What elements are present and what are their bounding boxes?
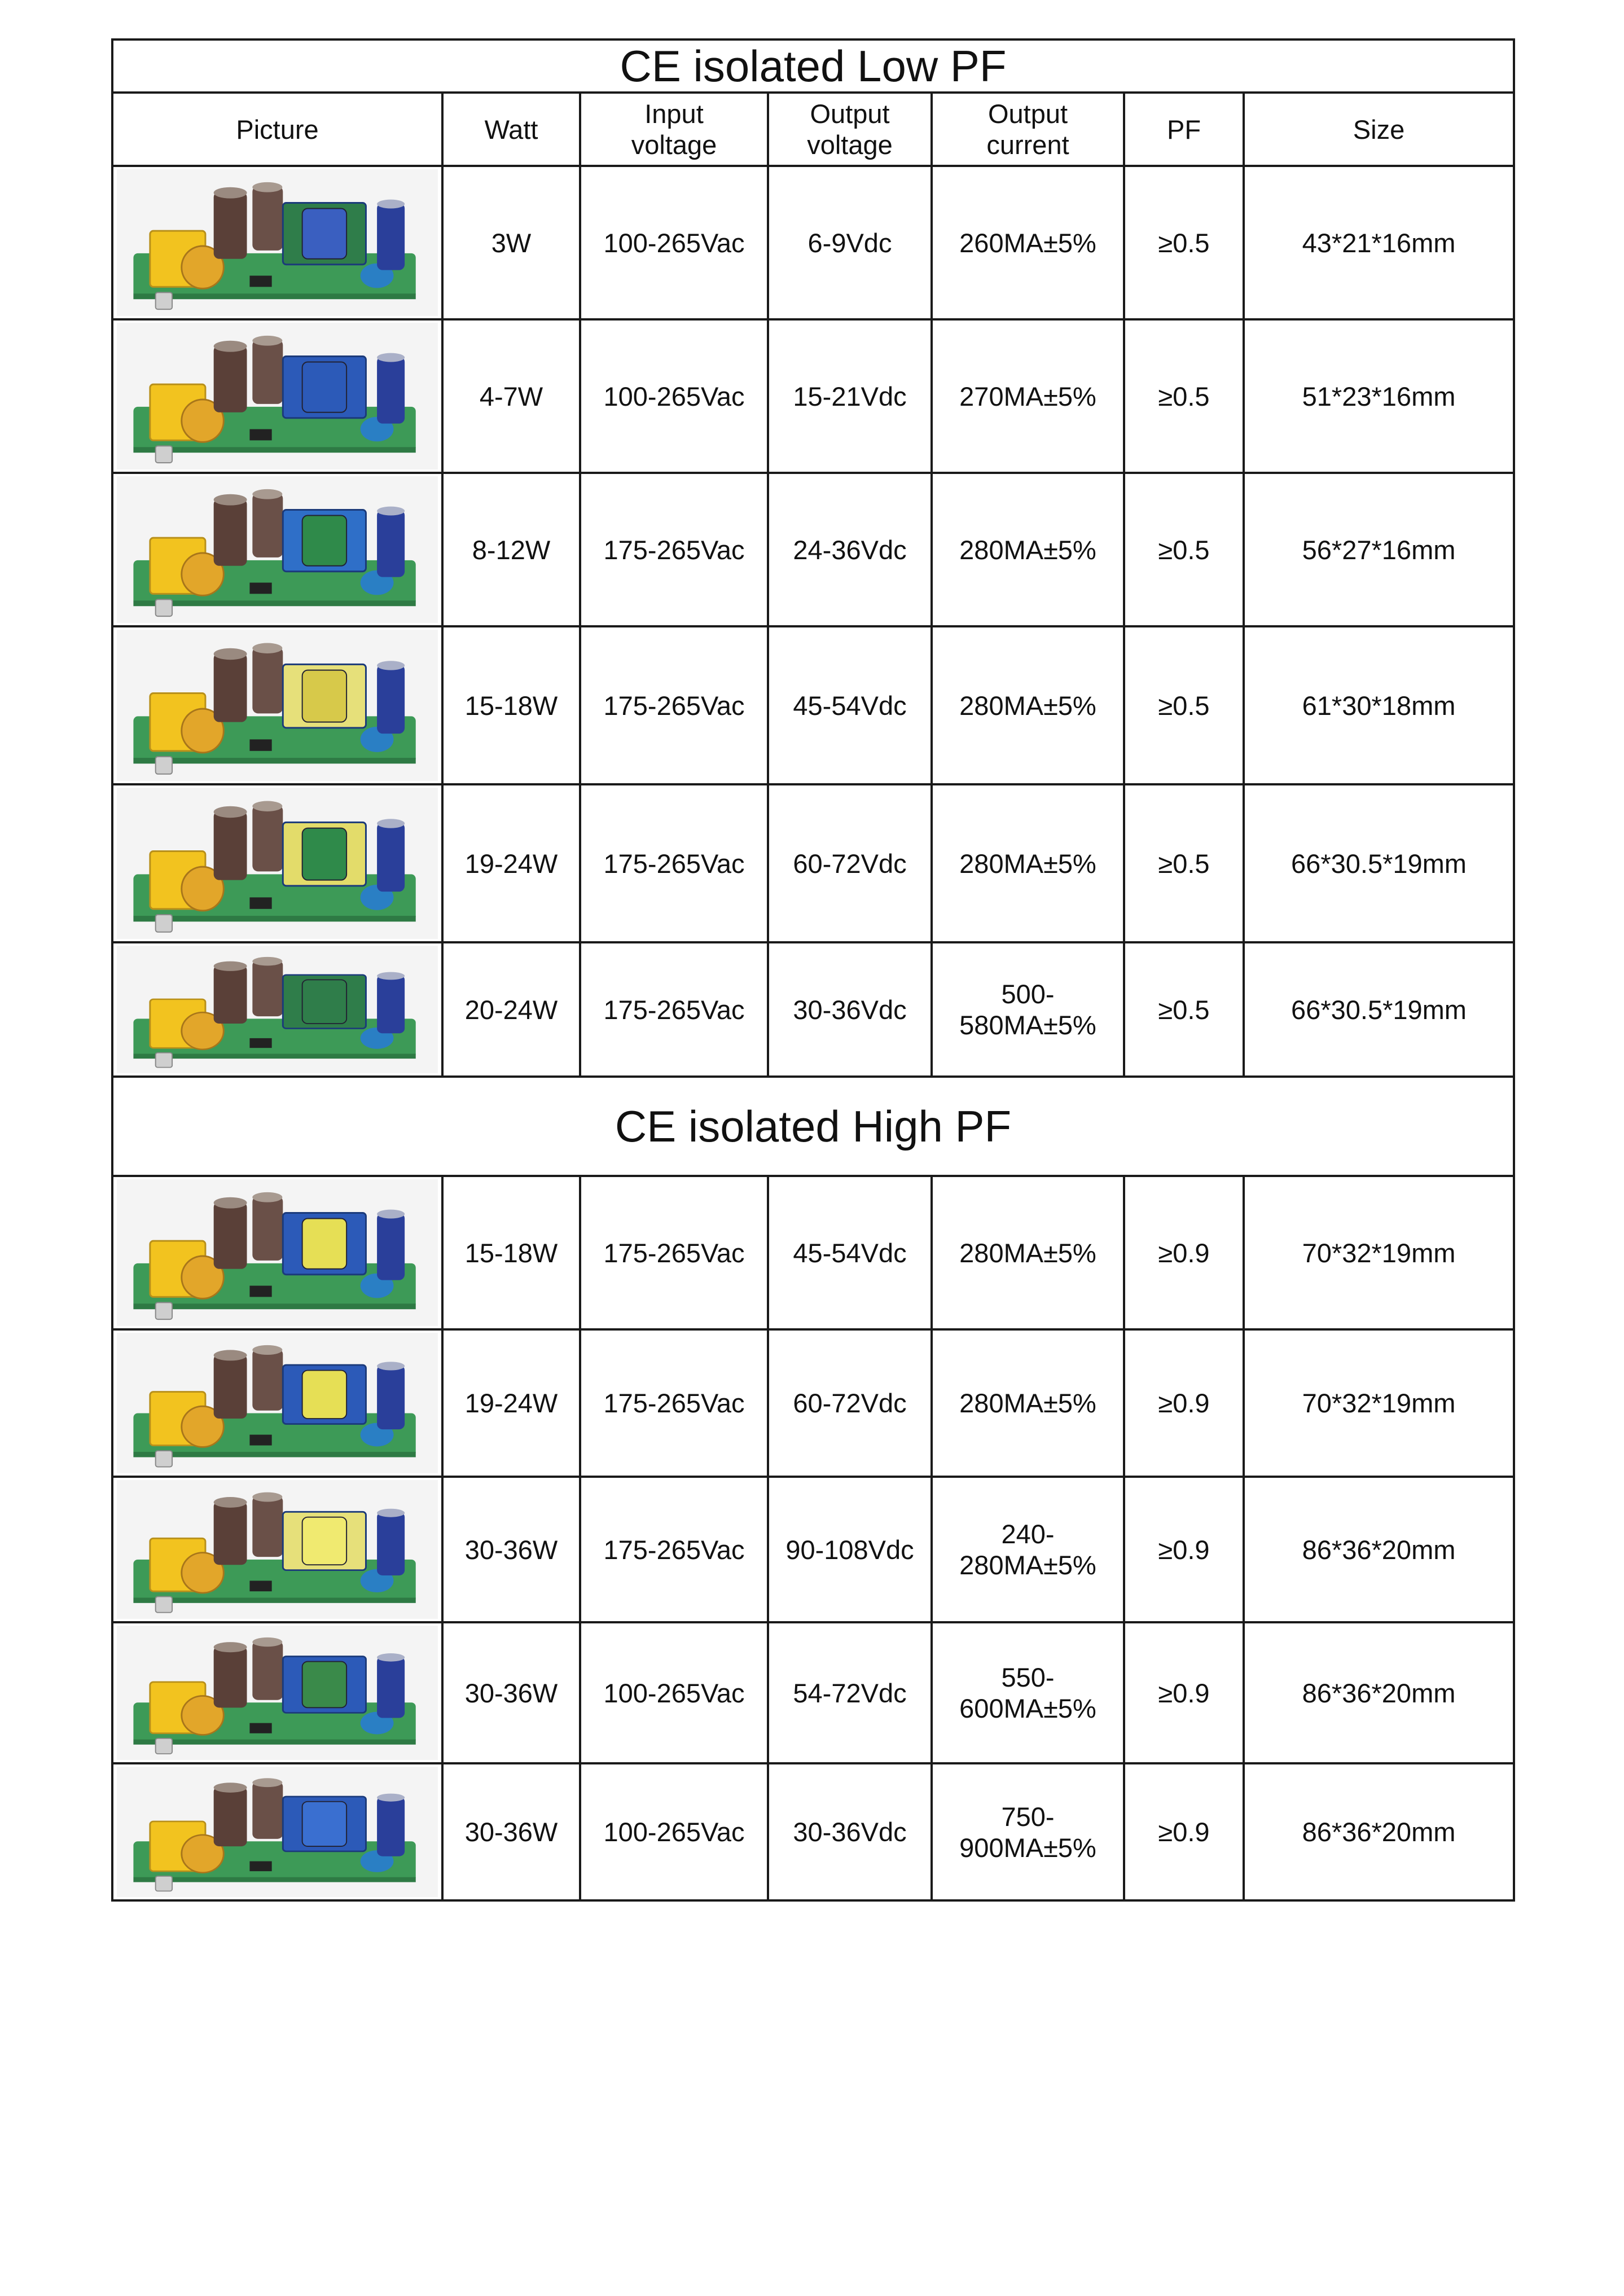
pf-cell: ≥0.9 — [1124, 1622, 1244, 1763]
current-cell: 550- 600MA±5% — [932, 1622, 1124, 1763]
picture-cell — [112, 166, 442, 319]
output-v-cell: 60-72Vdc — [768, 784, 932, 942]
column-header-picture: Picture — [112, 93, 442, 166]
output-v-cell: 30-36Vdc — [768, 1763, 932, 1900]
current-cell: 260MA±5% — [932, 166, 1124, 319]
pf-cell: ≥0.5 — [1124, 626, 1244, 784]
input-cell: 175-265Vac — [580, 473, 768, 626]
current-cell: 280MA±5% — [932, 473, 1124, 626]
column-header-watt: Watt — [442, 93, 580, 166]
current-cell: 270MA±5% — [932, 319, 1124, 473]
input-cell: 100-265Vac — [580, 319, 768, 473]
driver-board-photo — [117, 1480, 438, 1619]
table-row — [112, 319, 1514, 473]
table-row — [112, 942, 1514, 1077]
output-v-cell: 30-36Vdc — [768, 942, 932, 1077]
column-header-input: Input voltage — [580, 93, 768, 166]
size-cell: 51*23*16mm — [1244, 319, 1514, 473]
size-cell: 70*32*19mm — [1244, 1329, 1514, 1477]
table-row — [112, 1329, 1514, 1477]
driver-board-photo — [117, 1767, 438, 1897]
table-row — [112, 1477, 1514, 1622]
input-cell: 175-265Vac — [580, 1176, 768, 1329]
input-cell: 100-265Vac — [580, 1763, 768, 1900]
pf-cell: ≥0.5 — [1124, 473, 1244, 626]
output-v-cell: 60-72Vdc — [768, 1329, 932, 1477]
watt-cell: 4-7W — [442, 319, 580, 473]
driver-board-photo — [117, 630, 438, 781]
picture-cell — [112, 1477, 442, 1622]
output-v-cell: 6-9Vdc — [768, 166, 932, 319]
table-row — [112, 473, 1514, 626]
picture-cell — [112, 942, 442, 1077]
driver-board-photo — [117, 323, 438, 469]
driver-board-photo — [117, 169, 438, 316]
column-header-current: Output current — [932, 93, 1124, 166]
current-cell: 240- 280MA±5% — [932, 1477, 1124, 1622]
input-cell: 100-265Vac — [580, 1622, 768, 1763]
driver-board-photo — [117, 946, 438, 1073]
input-cell: 100-265Vac — [580, 166, 768, 319]
size-cell: 56*27*16mm — [1244, 473, 1514, 626]
input-cell: 175-265Vac — [580, 942, 768, 1077]
output-v-cell: 15-21Vdc — [768, 319, 932, 473]
size-cell: 86*36*20mm — [1244, 1477, 1514, 1622]
picture-cell — [112, 1329, 442, 1477]
picture-cell — [112, 784, 442, 942]
spec-table — [111, 38, 1515, 1902]
picture-cell — [112, 473, 442, 626]
current-cell: 500- 580MA±5% — [932, 942, 1124, 1077]
driver-board-photo — [117, 1626, 438, 1760]
driver-board-photo — [117, 1333, 438, 1473]
current-cell: 280MA±5% — [932, 784, 1124, 942]
output-v-cell: 24-36Vdc — [768, 473, 932, 626]
watt-cell: 20-24W — [442, 942, 580, 1077]
output-v-cell: 90-108Vdc — [768, 1477, 932, 1622]
pf-cell: ≥0.9 — [1124, 1329, 1244, 1477]
input-cell: 175-265Vac — [580, 1329, 768, 1477]
watt-cell: 15-18W — [442, 626, 580, 784]
picture-cell — [112, 1622, 442, 1763]
table-row — [112, 626, 1514, 784]
output-v-cell: 54-72Vdc — [768, 1622, 932, 1763]
watt-cell: 15-18W — [442, 1176, 580, 1329]
pf-cell: ≥0.5 — [1124, 942, 1244, 1077]
section-title: CE isolated Low PF — [112, 39, 1514, 93]
watt-cell: 30-36W — [442, 1477, 580, 1622]
watt-cell: 30-36W — [442, 1763, 580, 1900]
driver-board-photo — [117, 476, 438, 623]
column-header-output-v: Output voltage — [768, 93, 932, 166]
table-row — [112, 1176, 1514, 1329]
driver-board-photo — [117, 1179, 438, 1326]
input-cell: 175-265Vac — [580, 784, 768, 942]
picture-cell — [112, 1176, 442, 1329]
current-cell: 280MA±5% — [932, 626, 1124, 784]
output-v-cell: 45-54Vdc — [768, 626, 932, 784]
watt-cell: 3W — [442, 166, 580, 319]
picture-cell — [112, 626, 442, 784]
column-header-size: Size — [1244, 93, 1514, 166]
table-row — [112, 1763, 1514, 1900]
output-v-cell: 45-54Vdc — [768, 1176, 932, 1329]
size-cell: 61*30*18mm — [1244, 626, 1514, 784]
watt-cell: 19-24W — [442, 784, 580, 942]
size-cell: 70*32*19mm — [1244, 1176, 1514, 1329]
section-title: CE isolated High PF — [112, 1077, 1514, 1176]
current-cell: 280MA±5% — [932, 1176, 1124, 1329]
watt-cell: 19-24W — [442, 1329, 580, 1477]
input-cell: 175-265Vac — [580, 626, 768, 784]
table-row — [112, 784, 1514, 942]
current-cell: 750- 900MA±5% — [932, 1763, 1124, 1900]
column-header-pf: PF — [1124, 93, 1244, 166]
watt-cell: 30-36W — [442, 1622, 580, 1763]
pf-cell: ≥0.5 — [1124, 166, 1244, 319]
pf-cell: ≥0.5 — [1124, 784, 1244, 942]
driver-board-photo — [117, 788, 438, 939]
pf-cell: ≥0.5 — [1124, 319, 1244, 473]
table-row — [112, 166, 1514, 319]
size-cell: 66*30.5*19mm — [1244, 942, 1514, 1077]
pf-cell: ≥0.9 — [1124, 1477, 1244, 1622]
size-cell: 43*21*16mm — [1244, 166, 1514, 319]
watt-cell: 8-12W — [442, 473, 580, 626]
table-row — [112, 1622, 1514, 1763]
size-cell: 86*36*20mm — [1244, 1763, 1514, 1900]
picture-cell — [112, 1763, 442, 1900]
pf-cell: ≥0.9 — [1124, 1176, 1244, 1329]
size-cell: 66*30.5*19mm — [1244, 784, 1514, 942]
size-cell: 86*36*20mm — [1244, 1622, 1514, 1763]
input-cell: 175-265Vac — [580, 1477, 768, 1622]
current-cell: 280MA±5% — [932, 1329, 1124, 1477]
picture-cell — [112, 319, 442, 473]
pf-cell: ≥0.9 — [1124, 1763, 1244, 1900]
